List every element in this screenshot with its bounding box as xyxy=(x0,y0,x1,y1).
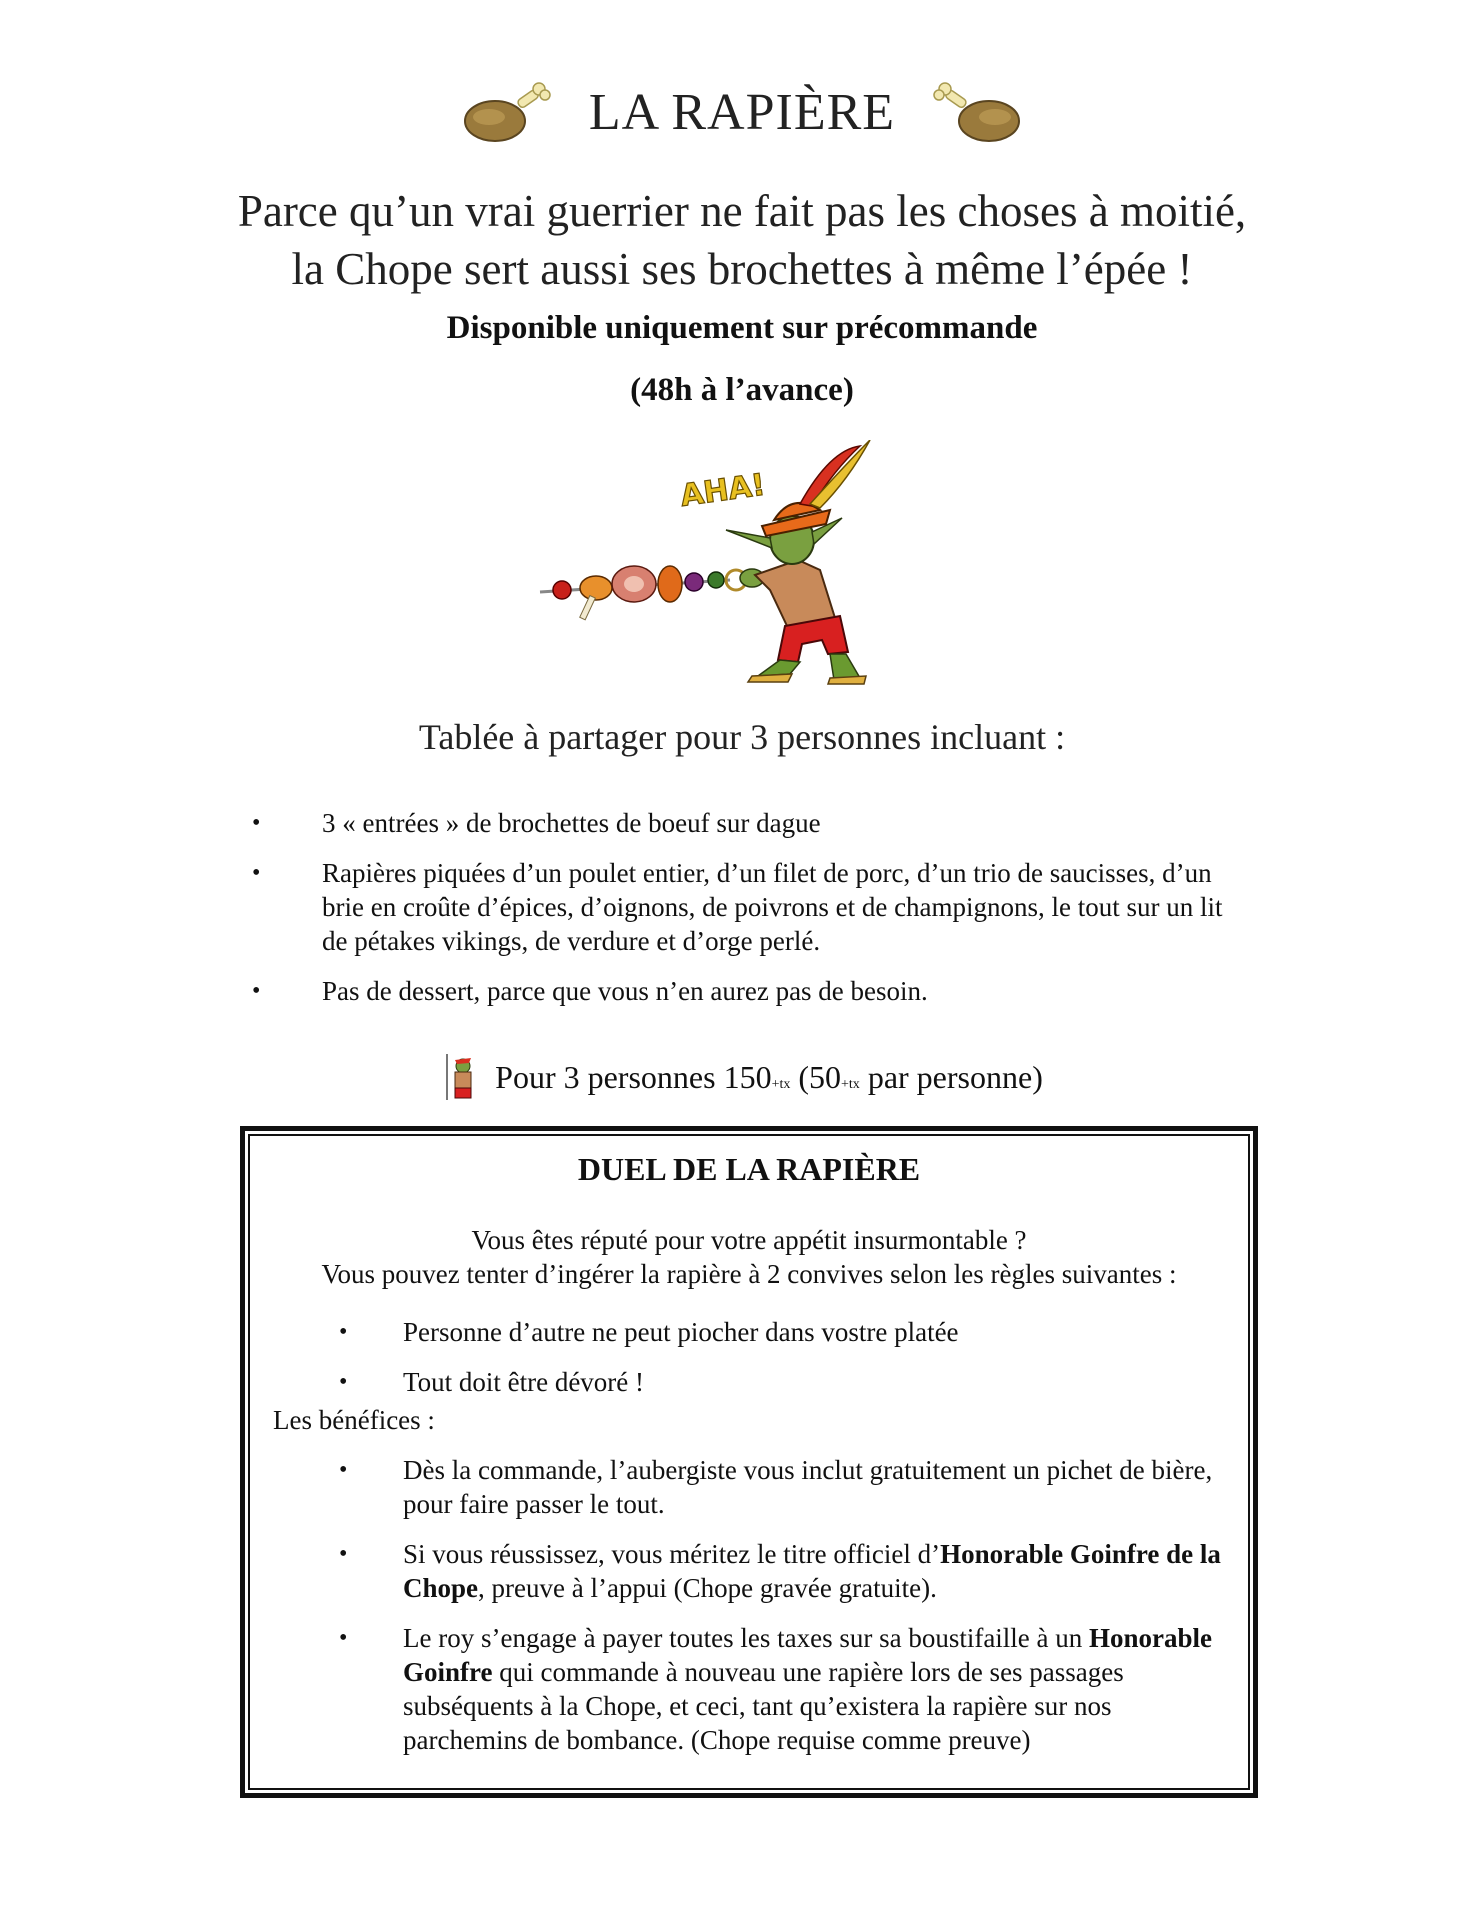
title-row xyxy=(0,72,1484,152)
menu-list xyxy=(250,806,1250,1024)
page-title: LA RAPIÈRE xyxy=(588,83,896,141)
preorder-notice: (48h à l’avance) xyxy=(630,372,854,408)
tagline-line-1: Parce qu’un vrai guerrier ne fait pas les choses à moitié, xyxy=(237,186,1247,236)
goblin-swordsman-illustration xyxy=(530,440,920,690)
duel-rules-list xyxy=(331,1315,1221,1415)
list-item: • Pas de dessert, parce que vous n’en aurez pas de besoin. xyxy=(250,974,1250,1008)
benefits-label: Les bénéfices : xyxy=(273,1405,435,1435)
duel-intro-line-1: Vous êtes réputé pour votre appétit insurmontable ? xyxy=(471,1225,1027,1255)
menu-heading: Tablée à partager pour 3 personnes incluant : xyxy=(418,717,1066,757)
duel-benefits-list xyxy=(331,1453,1221,1773)
drumstick-icon xyxy=(457,77,553,147)
list-item: • Rapières piquées d’un poulet entier, d’un filet de porc, d’un trio de saucisses, d’un brie en croûte d’épices, d’oignons, de poivrons et de champignons, le tout sur un lit de pétakes vikings, de verdure et d’orge perlé. xyxy=(250,856,1250,958)
aha-text: AHA! xyxy=(678,467,768,514)
list-item: • 3 « entrées » de brochettes de boeuf sur dague xyxy=(250,806,1250,840)
list-item: • Personne d’autre ne peut piocher dans vostre platée xyxy=(331,1315,1221,1349)
duel-box xyxy=(240,1126,1258,1798)
duel-intro-line-2: Vous pouvez tenter d’ingérer la rapière à 2 convives selon les règles suivantes : xyxy=(321,1259,1177,1289)
price-line xyxy=(0,1050,1484,1104)
price-text: Pour 3 personnes 150+tx (50+tx par personne) xyxy=(495,1058,1043,1095)
duel-title: DUEL DE LA RAPIÈRE xyxy=(577,1151,921,1187)
list-item: • Tout doit être dévoré ! xyxy=(331,1365,1221,1399)
tagline-line-2: la Chope sert aussi ses brochettes à même l’épée ! xyxy=(291,244,1193,294)
availability-text: Disponible uniquement sur précommande xyxy=(446,310,1038,346)
duel-intro xyxy=(245,1223,1253,1291)
tagline xyxy=(0,182,1484,298)
list-item: • Le roy s’engage à payer toutes les taxes sur sa boustifaille à un Honorable Goinfre qui commande à nouveau une rapière lors de ses passages subséquents à la Chope, et ceci, tant qu’existera la rapière sur nos parchemins de bombance. (Chope requise comme preuve) xyxy=(331,1621,1221,1757)
goblin-icon xyxy=(441,1050,481,1104)
drumstick-icon xyxy=(931,77,1027,147)
list-item: • Si vous réussissez, vous méritez le titre officiel d’Honorable Goinfre de la Chope, preuve à l’appui (Chope gravée gratuite). xyxy=(331,1537,1221,1605)
list-item: • Dès la commande, l’aubergiste vous inclut gratuitement un pichet de bière, pour faire passer le tout. xyxy=(331,1453,1221,1521)
